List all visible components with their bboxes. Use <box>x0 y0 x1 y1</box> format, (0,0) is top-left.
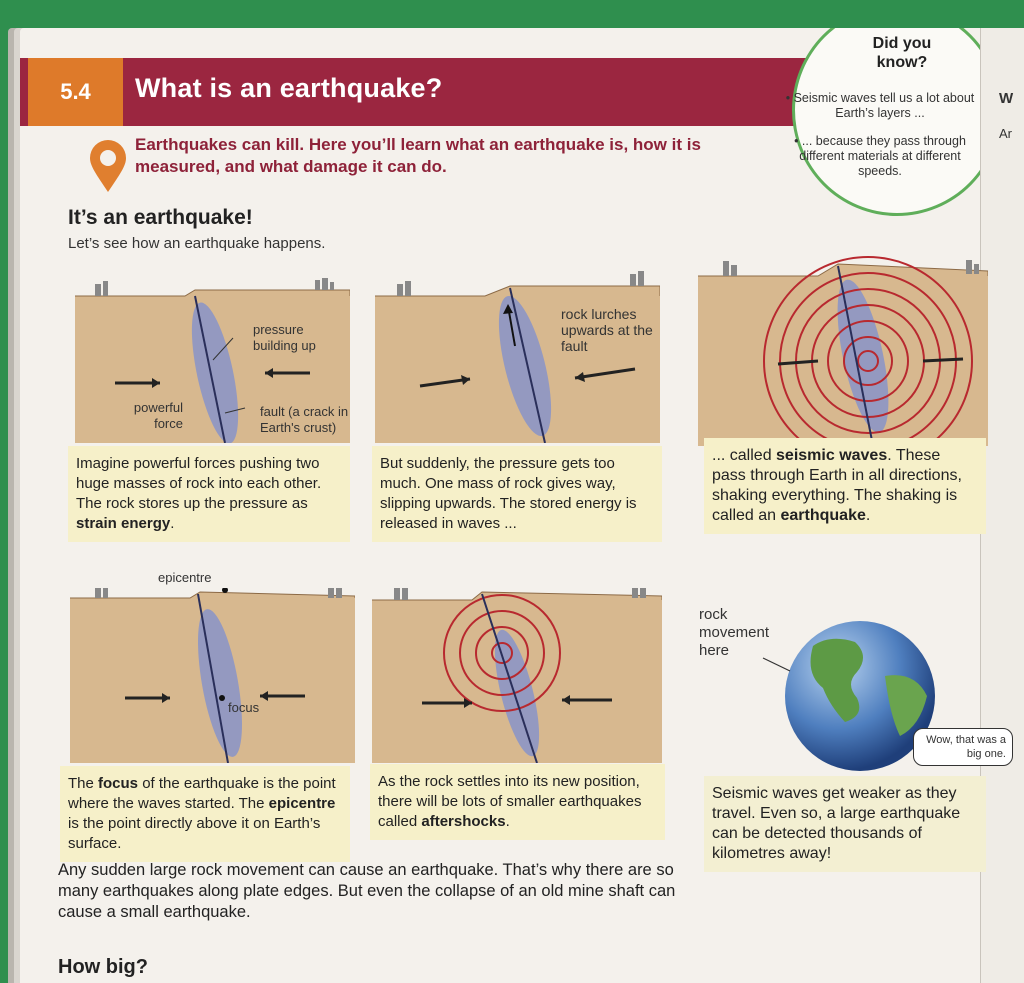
speech-bubble: Wow, that was a big one. <box>913 728 1013 766</box>
diagram-rock-lurches <box>375 266 660 443</box>
label-fault: fault (a crack in Earth's crust) <box>260 404 349 435</box>
how-big-heading: How big? <box>58 956 148 978</box>
caption-aftershocks: As the rock settles into its new position, there will be lots of smaller earthquakes called aftershocks. <box>370 764 665 840</box>
section-heading: It’s an earthquake! <box>68 206 253 229</box>
did-you-know-title: Did you know? <box>872 35 932 71</box>
page-title: What is an earthquake? <box>135 73 443 103</box>
next-page-edge <box>980 28 1024 983</box>
did-you-know-fact-2: • ... because they pass through different materials at different speeds. <box>794 134 966 178</box>
location-pin-icon <box>86 138 130 194</box>
section-number: 5.4 <box>28 58 123 126</box>
caption-globe: Seismic waves get weaker as they travel. Even so, a large earthquake can be detected thousands of kilometres away! <box>704 776 986 872</box>
diagram-aftershocks <box>372 588 662 763</box>
next-page-letter-2: Ar <box>999 126 1012 141</box>
section-subheading: Let’s see how an earthquake happens. <box>68 235 326 252</box>
label-pressure-building: pressure building up <box>253 322 316 353</box>
did-you-know-fact-1: • Seismic waves tell us a lot about Earth’s layers ... <box>785 91 975 120</box>
caption-pressure-building: Imagine powerful forces pushing two huge masses of rock into each other. The rock stores up the pressure as strain energy. <box>68 446 350 542</box>
diagram-pressure-building <box>75 278 350 443</box>
label-rock-movement: rock movement here <box>699 606 770 659</box>
diagram-focus-epicentre <box>70 570 355 763</box>
label-epicentre: epicentre <box>158 570 212 585</box>
intro-text: Earthquakes can kill. Here you’ll learn what an earthquake is, how it is measured, and what damage it can do. <box>135 135 701 176</box>
diagram-globe <box>695 576 1006 776</box>
caption-seismic-waves: ... called seismic waves. These pass through Earth in all directions, shaking everything. The shaking is called an earthquake. <box>704 438 986 534</box>
diagram-seismic-waves <box>698 246 988 446</box>
textbook-page <box>20 28 1024 983</box>
label-powerful-force: powerful force <box>133 400 183 431</box>
caption-rock-lurches: But suddenly, the pressure gets too much. One mass of rock gives way, slipping upwards. The stored energy is released in waves ... <box>372 446 662 542</box>
bottom-paragraph: Any sudden large rock movement can cause an earthquake. That’s why there are so many earthquakes along plate edges. But even the collapse of an old mine shaft can cause a small earthquake. <box>58 861 676 921</box>
next-page-letter-1: W <box>999 90 1014 107</box>
label-focus: focus <box>228 700 260 715</box>
label-rock-lurches: rock lurches upwards at the fault <box>561 306 653 354</box>
caption-focus-epicentre: The focus of the earthquake is the point where the waves started. The epicentre is the point directly above it on Earth’s surface. <box>60 766 350 862</box>
